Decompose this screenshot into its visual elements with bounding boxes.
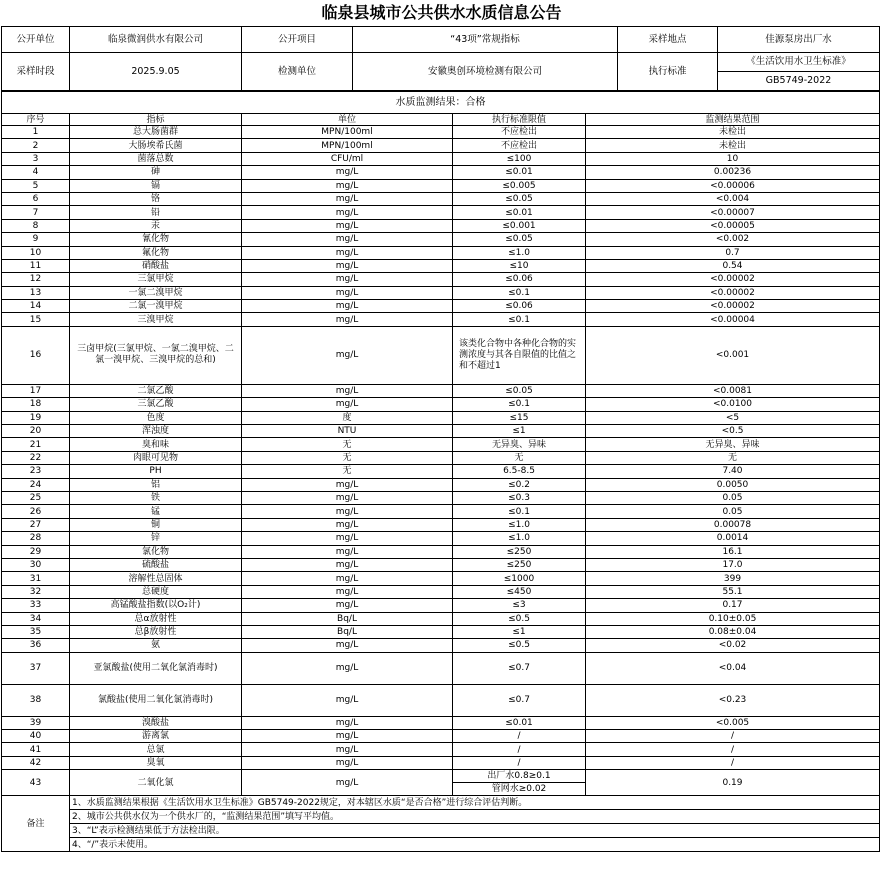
row-unit: mg/L bbox=[242, 572, 453, 585]
row-limit: / bbox=[453, 756, 586, 769]
note-line: 1、水质监测结果根据《生活饮用水卫生标准》GB5749-2022规定，对本辖区水质“是否合格”进行综合评估判断。 bbox=[70, 796, 880, 810]
column-header-result: 监测结果范围 bbox=[586, 114, 880, 126]
row-result: 0.17 bbox=[586, 599, 880, 612]
row-indicator: 锌 bbox=[70, 532, 242, 545]
row-number: 3 bbox=[2, 152, 70, 165]
row-indicator: 氟化物 bbox=[70, 246, 242, 259]
row-unit: mg/L bbox=[242, 684, 453, 716]
row-number: 2 bbox=[2, 139, 70, 152]
row-number: 32 bbox=[2, 585, 70, 598]
row-result: <0.0081 bbox=[586, 384, 880, 397]
row-limit: 不应检出 bbox=[453, 139, 586, 152]
table-row bbox=[2, 192, 880, 205]
row-limit: ≤0.01 bbox=[453, 166, 586, 179]
row-number: 31 bbox=[2, 572, 70, 585]
table-row bbox=[2, 451, 880, 464]
row-unit: mg/L bbox=[242, 259, 453, 272]
row-unit: mg/L bbox=[242, 384, 453, 397]
row-limit: ≤1 bbox=[453, 425, 586, 438]
row-limit: ≤250 bbox=[453, 558, 586, 571]
row-indicator: 汞 bbox=[70, 219, 242, 232]
table-row bbox=[2, 411, 880, 424]
table-row bbox=[2, 326, 880, 384]
table-row bbox=[2, 398, 880, 411]
row-result: <0.00002 bbox=[586, 273, 880, 286]
row-indicator: 镉 bbox=[70, 179, 242, 192]
row-number: 43 bbox=[2, 770, 70, 796]
result-summary: 水质监测结果：合格 bbox=[2, 92, 880, 114]
row-number: 5 bbox=[2, 179, 70, 192]
row-limit: / bbox=[453, 730, 586, 743]
row-unit: mg/L bbox=[242, 246, 453, 259]
row-unit: mg/L bbox=[242, 743, 453, 756]
row-indicator: 砷 bbox=[70, 166, 242, 179]
table-row bbox=[2, 625, 880, 638]
row-number: 34 bbox=[2, 612, 70, 625]
row-number: 4 bbox=[2, 166, 70, 179]
note-line: 4、“/”表示未使用。 bbox=[70, 838, 880, 852]
data-table bbox=[1, 91, 880, 852]
row-unit: 无 bbox=[242, 451, 453, 464]
table-row bbox=[2, 572, 880, 585]
row-result: <0.0100 bbox=[586, 398, 880, 411]
row-unit: MPN/100ml bbox=[242, 126, 453, 139]
row-limit: ≤0.01 bbox=[453, 716, 586, 729]
row-limit: ≤250 bbox=[453, 545, 586, 558]
row-result: <0.002 bbox=[586, 233, 880, 246]
note-line: 2、城市公共供水仅为一个供水厂的，“监测结果范围”填写平均值。 bbox=[70, 810, 880, 824]
row-unit: mg/L bbox=[242, 273, 453, 286]
row-unit: mg/L bbox=[242, 166, 453, 179]
row-limit: ≤450 bbox=[453, 585, 586, 598]
header-value-publisher: 临泉微润供水有限公司 bbox=[70, 27, 242, 53]
row-number: 40 bbox=[2, 730, 70, 743]
row-indicator: 二氧化氯 bbox=[70, 770, 242, 796]
row-number: 37 bbox=[2, 652, 70, 684]
row-limit: ≤0.06 bbox=[453, 300, 586, 313]
row-limit: ≤100 bbox=[453, 152, 586, 165]
table-row bbox=[2, 743, 880, 756]
table-row bbox=[2, 438, 880, 451]
row-unit: mg/L bbox=[242, 756, 453, 769]
row-limit: 不应检出 bbox=[453, 126, 586, 139]
row-result: <0.02 bbox=[586, 639, 880, 652]
table-row bbox=[2, 286, 880, 299]
row-result: 0.0050 bbox=[586, 478, 880, 491]
table-row bbox=[2, 491, 880, 504]
row-number: 16 bbox=[2, 326, 70, 384]
table-row bbox=[2, 300, 880, 313]
row-result: 0.05 bbox=[586, 491, 880, 504]
row-unit: 无 bbox=[242, 438, 453, 451]
header-table bbox=[1, 26, 880, 91]
row-result: 无异臭、异味 bbox=[586, 438, 880, 451]
row-number: 15 bbox=[2, 313, 70, 326]
row-result: <0.001 bbox=[586, 326, 880, 384]
row-result: <5 bbox=[586, 411, 880, 424]
row-limit: ≤0.05 bbox=[453, 192, 586, 205]
page-title: 临泉县城市公共供水水质信息公告 bbox=[321, 3, 562, 22]
row-indicator: 色度 bbox=[70, 411, 242, 424]
row-result: / bbox=[586, 756, 880, 769]
table-row bbox=[2, 770, 880, 796]
table-row bbox=[2, 639, 880, 652]
header-label-project: 公开项目 bbox=[242, 27, 353, 53]
column-header-indicator: 指标 bbox=[70, 114, 242, 126]
row-unit: mg/L bbox=[242, 518, 453, 531]
row-result: <0.00006 bbox=[586, 179, 880, 192]
row-indicator: 臭氧 bbox=[70, 756, 242, 769]
row-indicator: 氨 bbox=[70, 639, 242, 652]
row-result: 0.05 bbox=[586, 505, 880, 518]
header-standard-code: GB5749-2022 bbox=[718, 72, 880, 91]
row-number: 17 bbox=[2, 384, 70, 397]
row-number: 14 bbox=[2, 300, 70, 313]
row-limit: 无异臭、异味 bbox=[453, 438, 586, 451]
row-unit: 无 bbox=[242, 465, 453, 478]
row-unit: mg/L bbox=[242, 505, 453, 518]
table-row bbox=[2, 478, 880, 491]
row-limit: ≤0.05 bbox=[453, 384, 586, 397]
row-result: 未检出 bbox=[586, 139, 880, 152]
row-indicator: 溴酸盐 bbox=[70, 716, 242, 729]
row-indicator: 硫酸盐 bbox=[70, 558, 242, 571]
column-header-unit: 单位 bbox=[242, 114, 453, 126]
row-number: 29 bbox=[2, 545, 70, 558]
table-row bbox=[2, 518, 880, 531]
row-unit: mg/L bbox=[242, 585, 453, 598]
table-row bbox=[2, 599, 880, 612]
table-row bbox=[2, 612, 880, 625]
row-unit: Bq/L bbox=[242, 625, 453, 638]
table-row bbox=[2, 465, 880, 478]
row-number: 1 bbox=[2, 126, 70, 139]
row-number: 13 bbox=[2, 286, 70, 299]
notes-label: 备注 bbox=[2, 796, 70, 852]
row-indicator: 三卤甲烷(三氯甲烷、一氯二溴甲烷、二氯一溴甲烷、三溴甲烷的总和) bbox=[70, 326, 242, 384]
row-result: 0.19 bbox=[586, 770, 880, 796]
table-row bbox=[2, 219, 880, 232]
table-row bbox=[2, 505, 880, 518]
row-indicator: 铁 bbox=[70, 491, 242, 504]
row-unit: mg/L bbox=[242, 532, 453, 545]
row-number: 6 bbox=[2, 192, 70, 205]
table-row bbox=[2, 166, 880, 179]
row-result: 0.0014 bbox=[586, 532, 880, 545]
row-indicator: 溶解性总固体 bbox=[70, 572, 242, 585]
row-result: <0.23 bbox=[586, 684, 880, 716]
row-indicator: 菌落总数 bbox=[70, 152, 242, 165]
row-limit: ≤0.001 bbox=[453, 219, 586, 232]
row-unit: MPN/100ml bbox=[242, 139, 453, 152]
table-row bbox=[2, 652, 880, 684]
row-limit: 无 bbox=[453, 451, 586, 464]
row-number: 21 bbox=[2, 438, 70, 451]
row-indicator: 肉眼可见物 bbox=[70, 451, 242, 464]
row-limit: 6.5-8.5 bbox=[453, 465, 586, 478]
row-limit: ≤1.0 bbox=[453, 532, 586, 545]
row-limit: ≤1000 bbox=[453, 572, 586, 585]
row-number: 24 bbox=[2, 478, 70, 491]
row-unit: mg/L bbox=[242, 219, 453, 232]
row-unit: mg/L bbox=[242, 652, 453, 684]
row-number: 41 bbox=[2, 743, 70, 756]
row-limit-split bbox=[453, 770, 586, 796]
table-row bbox=[2, 246, 880, 259]
row-unit: mg/L bbox=[242, 599, 453, 612]
table-row bbox=[2, 206, 880, 219]
table-row bbox=[2, 532, 880, 545]
row-indicator: 氯化物 bbox=[70, 545, 242, 558]
row-indicator: 大肠埃希氏菌 bbox=[70, 139, 242, 152]
table-row bbox=[2, 558, 880, 571]
row-number: 12 bbox=[2, 273, 70, 286]
row-number: 23 bbox=[2, 465, 70, 478]
row-indicator: 游离氯 bbox=[70, 730, 242, 743]
row-indicator: 总α放射性 bbox=[70, 612, 242, 625]
row-number: 20 bbox=[2, 425, 70, 438]
row-indicator: 铜 bbox=[70, 518, 242, 531]
row-number: 25 bbox=[2, 491, 70, 504]
row-number: 19 bbox=[2, 411, 70, 424]
row-indicator: 高锰酸盐指数(以O₂计) bbox=[70, 599, 242, 612]
row-unit: mg/L bbox=[242, 478, 453, 491]
table-row bbox=[2, 684, 880, 716]
row-limit: ≤0.06 bbox=[453, 273, 586, 286]
row-result: <0.00005 bbox=[586, 219, 880, 232]
row-unit: mg/L bbox=[242, 730, 453, 743]
row-result: 399 bbox=[586, 572, 880, 585]
row-unit: NTU bbox=[242, 425, 453, 438]
row-indicator: 铝 bbox=[70, 478, 242, 491]
row-indicator: 氰化物 bbox=[70, 233, 242, 246]
row-unit: mg/L bbox=[242, 326, 453, 384]
row-unit: mg/L bbox=[242, 179, 453, 192]
row-result: 7.40 bbox=[586, 465, 880, 478]
row-number: 26 bbox=[2, 505, 70, 518]
row-unit: mg/L bbox=[242, 398, 453, 411]
row-result: <0.00002 bbox=[586, 300, 880, 313]
row-number: 8 bbox=[2, 219, 70, 232]
row-limit: ≤3 bbox=[453, 599, 586, 612]
row-indicator: 一氯二溴甲烷 bbox=[70, 286, 242, 299]
table-row bbox=[2, 756, 880, 769]
row-indicator: 三氯乙酸 bbox=[70, 398, 242, 411]
row-unit: mg/L bbox=[242, 558, 453, 571]
row-number: 33 bbox=[2, 599, 70, 612]
table-row bbox=[2, 545, 880, 558]
table-body bbox=[2, 126, 880, 796]
row-limit: ≤0.7 bbox=[453, 684, 586, 716]
row-indicator: 总β放射性 bbox=[70, 625, 242, 638]
row-unit: CFU/ml bbox=[242, 152, 453, 165]
row-limit: ≤10 bbox=[453, 259, 586, 272]
row-result: <0.00004 bbox=[586, 313, 880, 326]
row-number: 38 bbox=[2, 684, 70, 716]
header-value-period: 2025.9.05 bbox=[70, 53, 242, 91]
row-indicator: 总氯 bbox=[70, 743, 242, 756]
header-label-publisher: 公开单位 bbox=[2, 27, 70, 53]
row-result: 无 bbox=[586, 451, 880, 464]
table-row bbox=[2, 384, 880, 397]
row-indicator: 浑浊度 bbox=[70, 425, 242, 438]
row-number: 18 bbox=[2, 398, 70, 411]
row-result: <0.005 bbox=[586, 716, 880, 729]
row-unit: mg/L bbox=[242, 770, 453, 796]
row-result: <0.5 bbox=[586, 425, 880, 438]
header-value-lab: 安徽奥创环境检测有限公司 bbox=[353, 53, 618, 91]
row-result: <0.00007 bbox=[586, 206, 880, 219]
table-row bbox=[2, 179, 880, 192]
header-label-location: 采样地点 bbox=[618, 27, 718, 53]
header-value-project: “43项”常规指标 bbox=[353, 27, 618, 53]
row-indicator: 二氯乙酸 bbox=[70, 384, 242, 397]
row-number: 42 bbox=[2, 756, 70, 769]
row-limit: ≤0.1 bbox=[453, 286, 586, 299]
row-unit: mg/L bbox=[242, 639, 453, 652]
row-indicator: 铅 bbox=[70, 206, 242, 219]
row-limit: ≤0.1 bbox=[453, 313, 586, 326]
row-limit: ≤0.01 bbox=[453, 206, 586, 219]
row-indicator: 锰 bbox=[70, 505, 242, 518]
row-indicator: 三溴甲烷 bbox=[70, 313, 242, 326]
table-row bbox=[2, 585, 880, 598]
row-unit: mg/L bbox=[242, 206, 453, 219]
row-limit: ≤0.005 bbox=[453, 179, 586, 192]
row-number: 27 bbox=[2, 518, 70, 531]
row-indicator: 氯酸盐(使用二氧化氯消毒时) bbox=[70, 684, 242, 716]
row-result: 16.1 bbox=[586, 545, 880, 558]
row-result: 0.54 bbox=[586, 259, 880, 272]
row-limit: ≤0.05 bbox=[453, 233, 586, 246]
row-limit: ≤0.2 bbox=[453, 478, 586, 491]
row-number: 30 bbox=[2, 558, 70, 571]
table-row bbox=[2, 259, 880, 272]
row-indicator: 亚氯酸盐(使用二氧化氯消毒时) bbox=[70, 652, 242, 684]
row-unit: mg/L bbox=[242, 716, 453, 729]
header-standard-name: 《生活饮用水卫生标准》 bbox=[718, 53, 880, 72]
row-limit: ≤0.1 bbox=[453, 505, 586, 518]
row-unit: mg/L bbox=[242, 233, 453, 246]
row-result: 未检出 bbox=[586, 126, 880, 139]
row-result: <0.00002 bbox=[586, 286, 880, 299]
column-header-limit: 执行标准限值 bbox=[453, 114, 586, 126]
row-indicator: 硝酸盐 bbox=[70, 259, 242, 272]
row-indicator: 铬 bbox=[70, 192, 242, 205]
column-header-no: 序号 bbox=[2, 114, 70, 126]
table-row bbox=[2, 313, 880, 326]
row-number: 10 bbox=[2, 246, 70, 259]
row-limit: ≤0.3 bbox=[453, 491, 586, 504]
row-result: 10 bbox=[586, 152, 880, 165]
row-limit: ≤1.0 bbox=[453, 518, 586, 531]
row-limit: ≤1 bbox=[453, 625, 586, 638]
row-limit: ≤0.5 bbox=[453, 639, 586, 652]
header-label-lab: 检测单位 bbox=[242, 53, 353, 91]
row-unit: 度 bbox=[242, 411, 453, 424]
row-unit: mg/L bbox=[242, 286, 453, 299]
row-number: 11 bbox=[2, 259, 70, 272]
row-limit: ≤0.1 bbox=[453, 398, 586, 411]
row-result: 0.7 bbox=[586, 246, 880, 259]
note-line: 3、“L”表示检测结果低于方法检出限。 bbox=[70, 824, 880, 838]
row-unit: mg/L bbox=[242, 545, 453, 558]
header-label-period: 采样时段 bbox=[2, 53, 70, 91]
row-number: 22 bbox=[2, 451, 70, 464]
row-result: 17.0 bbox=[586, 558, 880, 571]
row-result: 0.08±0.04 bbox=[586, 625, 880, 638]
row-result: 0.00078 bbox=[586, 518, 880, 531]
row-limit: ≤0.7 bbox=[453, 652, 586, 684]
row-limit-network: 管网水≥0.02 bbox=[491, 784, 547, 795]
table-row bbox=[2, 716, 880, 729]
row-unit: mg/L bbox=[242, 313, 453, 326]
row-result: <0.004 bbox=[586, 192, 880, 205]
row-limit: 该类化合物中各种化合物的实测浓度与其各自限值的比值之和不超过1 bbox=[453, 326, 586, 384]
row-limit: / bbox=[453, 743, 586, 756]
row-unit: mg/L bbox=[242, 491, 453, 504]
row-result: 0.00236 bbox=[586, 166, 880, 179]
table-row bbox=[2, 425, 880, 438]
row-indicator: PH bbox=[70, 465, 242, 478]
table-row bbox=[2, 139, 880, 152]
table-row bbox=[2, 730, 880, 743]
table-row bbox=[2, 126, 880, 139]
row-result: / bbox=[586, 730, 880, 743]
row-indicator: 臭和味 bbox=[70, 438, 242, 451]
header-value-location: 佳源泵房出厂水 bbox=[718, 27, 880, 53]
table-row bbox=[2, 152, 880, 165]
row-number: 28 bbox=[2, 532, 70, 545]
row-limit-factory: 出厂水0.8≥0.1 bbox=[453, 770, 585, 783]
row-result: / bbox=[586, 743, 880, 756]
row-result: 0.10±0.05 bbox=[586, 612, 880, 625]
row-number: 35 bbox=[2, 625, 70, 638]
row-number: 9 bbox=[2, 233, 70, 246]
row-result: 55.1 bbox=[586, 585, 880, 598]
row-number: 39 bbox=[2, 716, 70, 729]
row-unit: Bq/L bbox=[242, 612, 453, 625]
row-indicator: 二氯一溴甲烷 bbox=[70, 300, 242, 313]
row-unit: mg/L bbox=[242, 300, 453, 313]
row-number: 36 bbox=[2, 639, 70, 652]
row-indicator: 总硬度 bbox=[70, 585, 242, 598]
header-label-standard: 执行标准 bbox=[618, 53, 718, 91]
row-indicator: 三氯甲烷 bbox=[70, 273, 242, 286]
table-row bbox=[2, 273, 880, 286]
row-indicator: 总大肠菌群 bbox=[70, 126, 242, 139]
table-row bbox=[2, 233, 880, 246]
row-limit: ≤1.0 bbox=[453, 246, 586, 259]
row-limit: ≤0.5 bbox=[453, 612, 586, 625]
row-limit: ≤15 bbox=[453, 411, 586, 424]
row-number: 7 bbox=[2, 206, 70, 219]
row-unit: mg/L bbox=[242, 192, 453, 205]
row-result: <0.04 bbox=[586, 652, 880, 684]
